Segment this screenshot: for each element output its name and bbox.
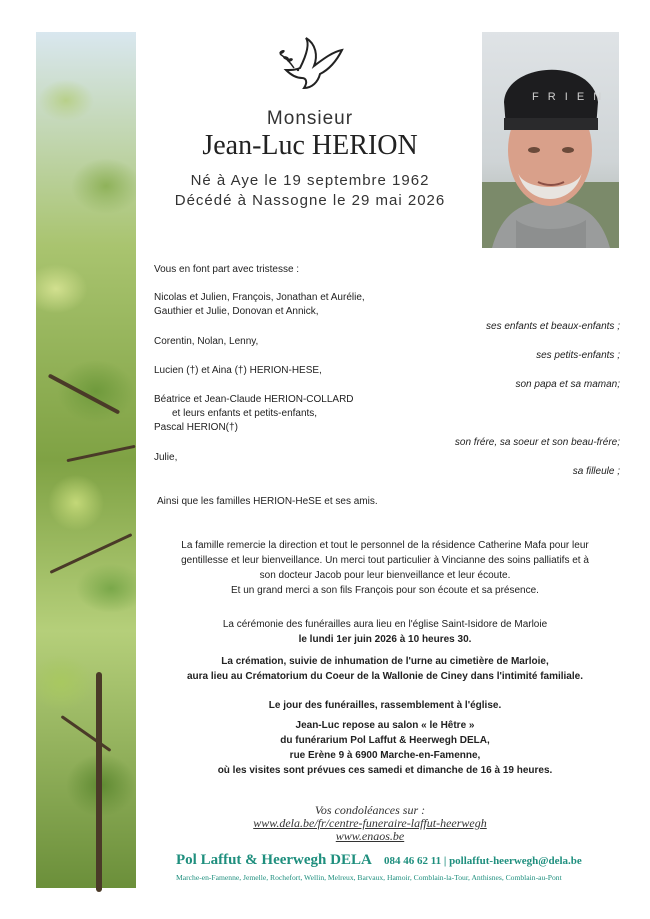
thanks-line: gentillesse et leur bienveillance. Un merci tout particulier à Vincianne des soins palliatifs et à bbox=[181, 555, 589, 566]
portrait-photo bbox=[482, 32, 619, 248]
thanks-paragraph bbox=[150, 538, 620, 598]
condolences-link[interactable]: www.enaos.be bbox=[335, 829, 405, 843]
families-line: Ainsi que les familles HERION-HeSE et ses amis. bbox=[157, 496, 378, 507]
thanks-line: La famille remercie la direction et tout le personnel de la résidence Catherine Mafa pour leur bbox=[181, 540, 589, 551]
family-line: et leurs enfants et petits-enfants, bbox=[172, 408, 318, 419]
visits-line: où les visites sont prévues ces samedi et dimanche de 16 à 19 heures. bbox=[217, 765, 553, 776]
family-line: Béatrice et Jean-Claude HERION-COLLARD bbox=[154, 394, 354, 405]
family-line: Lucien (†) et Aina (†) HERION-HESE, bbox=[154, 365, 322, 376]
cremation-line: aura lieu au Crématorium du Coeur de la Wallonie de Ciney dans l'intimité familiale. bbox=[187, 671, 583, 682]
rest-line: du funérarium Pol Laffut & Heerwegh DELA, bbox=[280, 735, 490, 746]
cremation-line: La crémation, suivie de inhumation de l'urne au cimetière de Marloie, bbox=[221, 656, 549, 667]
thanks-line: son docteur Jacob pour leur bienveillance et leur écoute. bbox=[259, 570, 511, 581]
svg-text:F R I E N: F R I E N bbox=[532, 91, 605, 103]
family-role: sa filleule ; bbox=[572, 466, 620, 477]
tree-photo-strip bbox=[36, 32, 136, 888]
thanks-line: Et un grand merci a son fils François pour son écoute et sa présence. bbox=[231, 585, 539, 596]
funeral-home-towns: Marche-en-Famenne, Jemelle, Rochefort, Wellin, Melreux, Barvaux, Hamoir, Comblain-la-Tour, Anthisnes, Comblain-au-Pont bbox=[176, 873, 562, 882]
family-role: son frére, sa soeur et son beau-frére; bbox=[454, 437, 620, 448]
family-line: Julie, bbox=[154, 452, 178, 463]
funeral-home-brand: Pol Laffut & Heerwegh DELA bbox=[176, 852, 372, 868]
family-line: Gauthier et Julie, Donovan et Annick, bbox=[154, 306, 319, 317]
gathering-line: Le jour des funérailles, rassemblement à l'église. bbox=[268, 700, 502, 711]
deceased-name: Jean-Luc HERION bbox=[202, 130, 418, 161]
family-line: Nicolas et Julien, François, Jonathan et Aurélie, bbox=[154, 292, 365, 303]
family-role: ses enfants et beaux-enfants ; bbox=[486, 321, 620, 332]
honorific: Monsieur bbox=[266, 108, 354, 129]
family-line: Corentin, Nolan, Lenny, bbox=[154, 336, 259, 347]
funeral-home-contact: 084 46 62 11 | pollaffut-heerwegh@dela.be bbox=[384, 855, 582, 867]
family-role: son papa et sa maman; bbox=[515, 379, 620, 390]
ceremony-date: le lundi 1er juin 2026 à 10 heures 30. bbox=[298, 634, 472, 645]
dove-icon bbox=[276, 34, 348, 96]
rest-line: Jean-Luc repose au salon « le Hêtre » bbox=[295, 720, 475, 731]
rest-line: rue Erène 9 à 6900 Marche-en-Famenne, bbox=[289, 750, 481, 761]
family-line: Pascal HERION(†) bbox=[154, 422, 238, 433]
death-line: Décédé à Nassogne le 29 mai 2026 bbox=[174, 192, 446, 209]
condolences-link[interactable]: www.dela.be/fr/centre-funeraire-laffut-heerwegh bbox=[253, 816, 487, 830]
ceremony-place: La cérémonie des funérailles aura lieu en l'église Saint-Isidore de Marloie bbox=[222, 619, 548, 630]
condolences-title: Vos condoléances sur : bbox=[314, 803, 426, 817]
intro-line: Vous en font part avec tristesse : bbox=[154, 264, 300, 275]
birth-line: Né à Aye le 19 septembre 1962 bbox=[190, 172, 430, 189]
family-role: ses petits-enfants ; bbox=[536, 350, 620, 361]
